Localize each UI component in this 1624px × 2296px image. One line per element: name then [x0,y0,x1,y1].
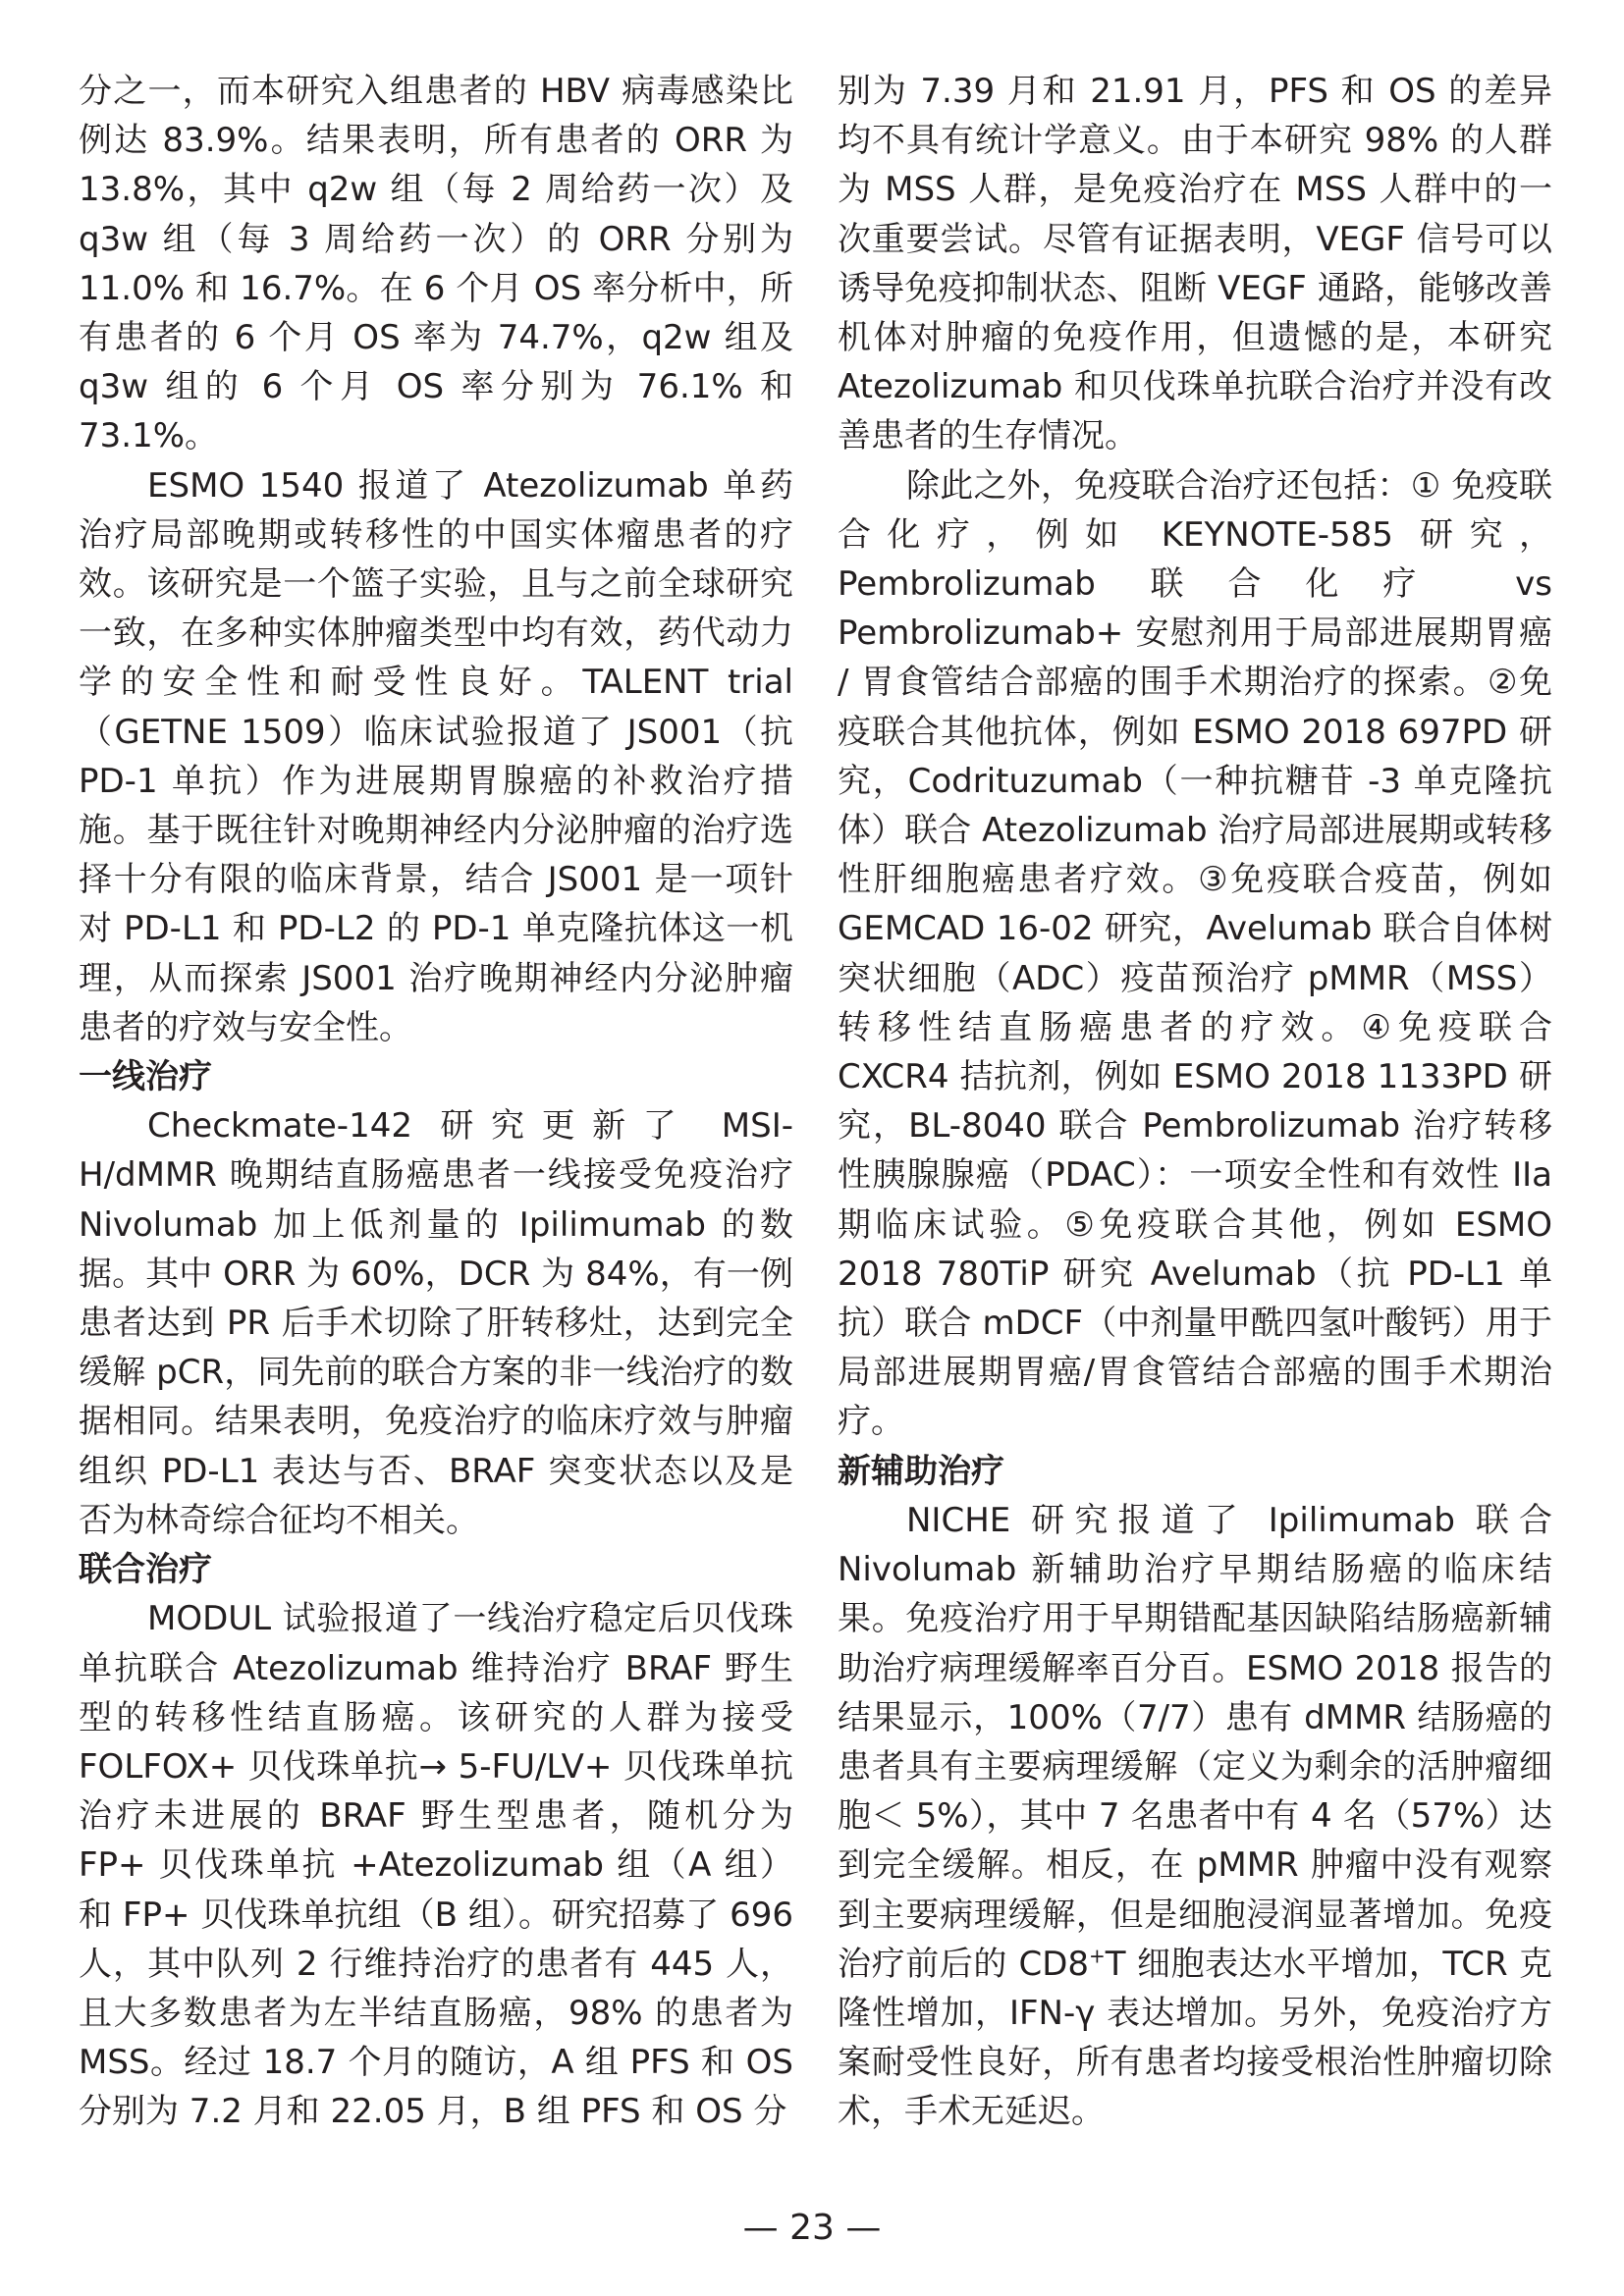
left-column [79,67,793,2137]
section-heading: 一线治疗 [79,1057,212,1097]
page-number: — 23 — [742,2208,882,2248]
paragraph-text: NICHE 研究报道了 Ipilimumab 联合 Nivolumab 新辅助治疗早期结肠癌的临床结果。免疫治疗用于早期错配基因缺陷结肠癌新辅助治疗病理缓解率百分百。ESMO 2018 报告的结果显示，100%（7/7）患有 dMMR 结肠癌的患者具有主要病理缓解（定义为剩余的活肿瘤细胞＜ 5%），其中 7 名患者中有 4 名（57%）达到完全缓解。相反，在 pMMR 肿瘤中没有观察到主要病理缓解，但是细胞浸润显著增加。免疫治疗前后的 CD8 [838,1500,1552,1984]
paragraph: 别为 7.39 月和 21.91 月，PFS 和 OS 的差异均不具有统计学意义。由于本研究 98% 的人群为 MSS 人群，是免疫治疗在 MSS 人群中的一次重要尝试。尽管有证据表明，VEGF 信号可以诱导免疫抑制状态、阻断 VEGF 通路，能够改善机体对肿瘤的免疫作用，但遗憾的是，本研究 Atezolizumab 和贝伐珠单抗联合治疗并没有改善患者的生存情况。 [838,72,1552,456]
paragraph: ESMO 1540 报道了 Atezolizumab 单药治疗局部晚期或转移性的中国实体瘤患者的疗效。该研究是一个篮子实验，且与之前全球研究一致，在多种实体肿瘤类型中均有效，药代动力学的安全性和耐受性良好。TALENT trial（GETNE 1509）临床试验报道了 JS001（抗 PD-1 单抗）作为进展期胃腺癌的补救治疗措施。基于既往针对晚期神经内分泌肿瘤的治疗选择十分有限的临床背景，结合 JS001 是一项针对 PD-L1 和 PD-L2 的 PD-1 单克隆抗体这一机理，从而探索 JS001 治疗晚期神经内分泌肿瘤患者的疗效与安全性。 [79,465,793,1047]
paragraph [838,1496,1552,2137]
paragraph-text: T 细胞表达水平增加，TCR 克隆性增加，IFN-γ 表达增加。另外，免疫治疗方案耐受性良好，所有患者均接受根治性肿瘤切除术，手术无延迟。 [838,1944,1552,2132]
section-heading: 新辅助治疗 [838,1451,1004,1491]
paragraph: 分之一，而本研究入组患者的 HBV 病毒感染比例达 83.9%。结果表明，所有患者的 ORR 为 13.8%，其中 q2w 组（每 2 周给药一次）及 q3w 组（每 3 周给药一次）的 ORR 分别为 11.0% 和 16.7%。在 6 个月 OS 率分析中，所有患者的 6 个月 OS 率为 74.7%，q2w 组及 q3w 组的 6 个月 OS 率分别为 76.1% 和 73.1%。 [79,72,793,456]
paragraph: Checkmate-142 研究更新了 MSI-H/dMMR 晚期结直肠癌患者一线接受免疫治疗 Nivolumab 加上低剂量的 Ipilimumab 的数据。其中 ORR 为 60%，DCR 为 84%，有一例患者达到 PR 后手术切除了肝转移灶，达到完全缓解 pCR，同先前的联合方案的非一线治疗的数据相同。结果表明，免疫治疗的临床疗效与肿瘤组织 PD-L1 表达与否、BRAF 突变状态以及是否为林奇综合征均不相关。 [79,1106,793,1540]
section-heading: 联合治疗 [79,1550,212,1590]
paragraph: 除此之外，免疫联合治疗还包括：① 免疫联合化疗，例如 KEYNOTE-585 研究，Pembrolizumab 联合化疗 vs Pembrolizumab+ 安慰剂用于局部进展期胃癌 / 胃食管结合部癌的围手术期治疗的探索。②免疫联合其他抗体，例如 ESMO 2018 697PD 研究，Codrituzumab（一种抗糖苷 -3 单克隆抗体）联合 Atezolizumab 治疗局部进展期或转移性肝细胞癌患者疗效。③免疫联合疫苗，例如 GEMCAD 16-02 研究，Avelumab 联合自体树突状细胞（ADC）疫苗预治疗 pMMR（MSS）转移性结直肠癌患者的疗效。④免疫联合 CXCR4 拮抗剂，例如 ESMO 2018 1133PD 研究，BL-8040 联合 Pembrolizumab 治疗转移性胰腺腺癌（PDAC）：一项安全性和有效性 IIa 期临床试验。⑤免疫联合其他，例如 ESMO 2018 780TiP 研究 Avelumab（抗 PD-L1 单抗）联合 mDCF（中剂量甲酰四氢叶酸钙）用于局部进展期胃癌/胃食管结合部癌的围手术期治疗。 [838,465,1552,1442]
right-column [838,67,1552,2137]
superscript: + [1089,1944,1106,1968]
paragraph: MODUL 试验报道了一线治疗稳定后贝伐珠单抗联合 Atezolizumab 维持治疗 BRAF 野生型的转移性结直肠癌。该研究的人群为接受 FOLFOX+ 贝伐珠单抗→ 5-FU/LV+ 贝伐珠单抗治疗未进展的 BRAF 野生型患者，随机分为 FP+ 贝伐珠单抗 +Atezolizumab 组（A 组）和 FP+ 贝伐珠单抗组（B 组）。研究招募了 696 人，其中队列 2 行维持治疗的患者有 445 人，且大多数患者为左半结直肠癌，98% 的患者为 MSS。经过 18.7 个月的随访，A 组 PFS 和 OS 分别为 7.2 月和 22.05 月，B 组 PFS 和 OS 分 [79,1599,793,2132]
